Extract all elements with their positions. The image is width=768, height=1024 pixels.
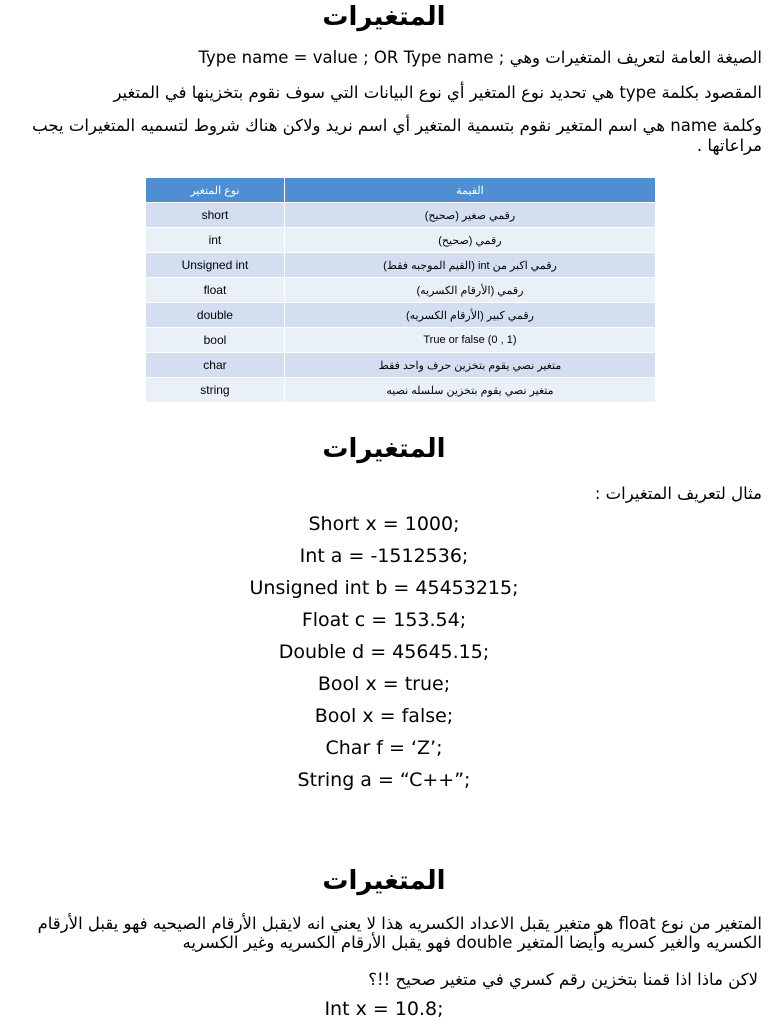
value-cell: رقمي (صحيح) bbox=[284, 228, 655, 253]
type-cell: char bbox=[146, 353, 284, 378]
example-intro: مثال لتعريف المتغيرات : bbox=[594, 484, 762, 503]
table-row bbox=[146, 328, 656, 353]
type-explanation: المقصود بكلمة type هي تحديد نوع المتغير أي نوع البيانات التي سوف نقوم بتخزينها في المتغير bbox=[113, 83, 762, 102]
table-row bbox=[146, 303, 656, 328]
code-line: Unsigned int b = 45453215; bbox=[249, 577, 519, 599]
value-cell: True or false (0 , 1) bbox=[284, 328, 655, 353]
value-cell: رقمي (الأرقام الكسريه) bbox=[284, 278, 655, 303]
value-cell: متغير نصي يقوم بتخزين حرف واحد فقط bbox=[284, 353, 655, 378]
syntax-line: الصيغة العامة لتعريف المتغيرات وهي ; Type name = value ; OR Type name bbox=[198, 48, 762, 67]
type-cell: string bbox=[146, 378, 284, 403]
value-cell: متغير نصي يقوم بتخزين سلسله نصيه bbox=[284, 378, 655, 403]
table-row bbox=[146, 253, 656, 278]
slide3-title: المتغيرات bbox=[322, 866, 446, 896]
code-example-list bbox=[0, 513, 768, 801]
header-value: القيمة bbox=[284, 178, 655, 203]
slide1-title: المتغيرات bbox=[322, 2, 446, 32]
slide2-title: المتغيرات bbox=[322, 434, 446, 464]
table-row bbox=[146, 378, 656, 403]
type-cell: bool bbox=[146, 328, 284, 353]
value-cell: رقمي صغير (صحيح) bbox=[284, 203, 655, 228]
type-cell: int bbox=[146, 228, 284, 253]
code-line: String a = “C++”; bbox=[297, 769, 471, 791]
type-cell: short bbox=[146, 203, 284, 228]
code-line-int-float: Int x = 10.8; bbox=[324, 998, 444, 1020]
value-cell: رقمي اكبر من int (القيم الموجبه فقط) bbox=[284, 253, 655, 278]
table-row bbox=[146, 228, 656, 253]
type-cell: double bbox=[146, 303, 284, 328]
value-cell: رقمي كبير (الأرقام الكسريه) bbox=[284, 303, 655, 328]
code-line: Short x = 1000; bbox=[308, 513, 460, 535]
code-line: Int a = -1512536; bbox=[299, 545, 469, 567]
type-cell: float bbox=[146, 278, 284, 303]
name-explanation: وكلمة name هي اسم المتغير نقوم بتسمية المتغير أي اسم نريد ولاكن هناك شروط لتسميه المتغيرات يجب مراعاتها . bbox=[32, 116, 762, 155]
code-line: Float c = 153.54; bbox=[301, 609, 467, 631]
code-line: Bool x = false; bbox=[314, 705, 454, 727]
table-row bbox=[146, 203, 656, 228]
table-row bbox=[146, 278, 656, 303]
header-type: نوع المتغير bbox=[146, 178, 284, 203]
type-cell: Unsigned int bbox=[146, 253, 284, 278]
code-line: Bool x = true; bbox=[317, 673, 451, 695]
float-explanation: المتغير من نوع float هو متغير يقبل الاعداد الكسريه هذا لا يعني انه لايقبل الأرقام الصيحيه فهو يقبل الأرقام الكسريه والغير كسريه وأيضا المتغير double فهو يقبل الأرقام الكسريه وغير الكسريه bbox=[37, 914, 762, 952]
table-row bbox=[146, 353, 656, 378]
code-line: Double d = 45645.15; bbox=[278, 641, 490, 663]
code-line: Char f = ‘Z’; bbox=[325, 737, 443, 759]
variable-types-table bbox=[146, 178, 656, 402]
question-line: لاكن ماذا اذا قمنا بتخزين رقم كسري في متغير صحيح !!؟ bbox=[368, 970, 758, 989]
